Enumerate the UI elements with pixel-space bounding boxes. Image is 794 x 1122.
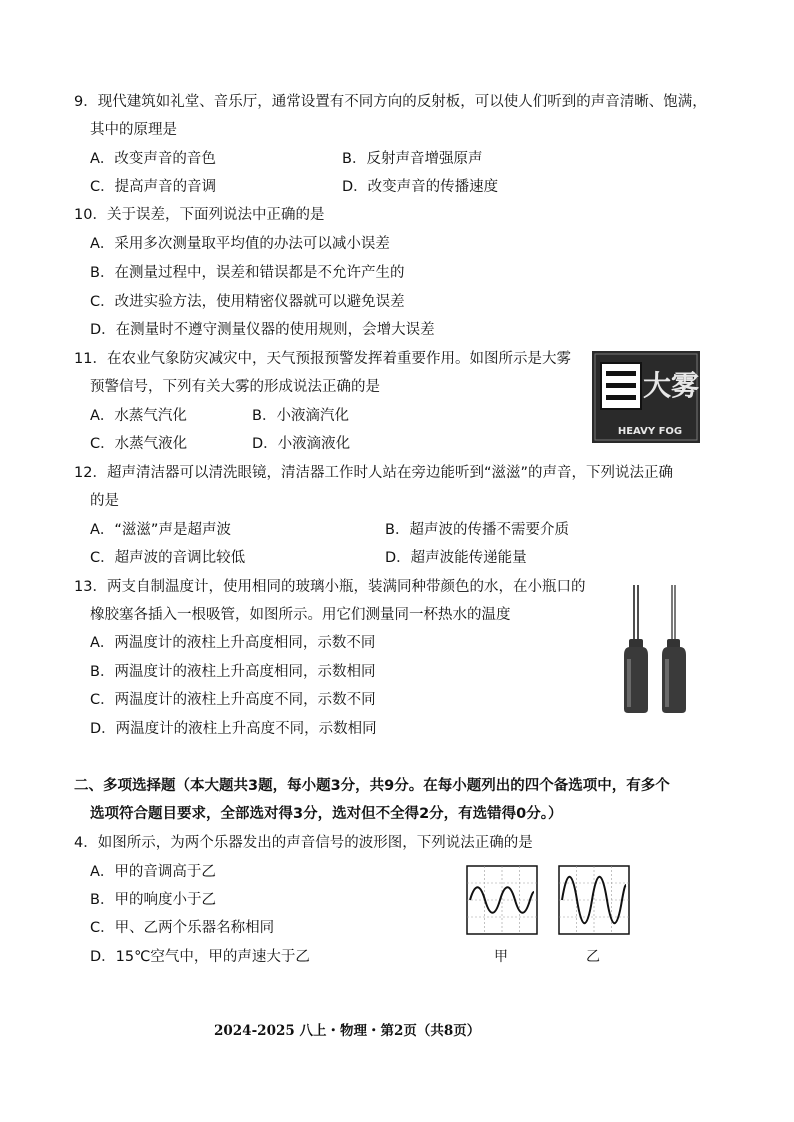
waveform-yi	[558, 865, 630, 935]
two-thermometers-figure	[618, 583, 694, 715]
q12-option-b: B．超声波的传播不需要介质	[385, 522, 569, 538]
q9-option-a: A．改变声音的音色	[90, 151, 216, 167]
q14-option-a: A．甲的音调高于乙	[90, 864, 216, 880]
q11-stem-line2: 预警信号，下列有关大雾的形成说法正确的是	[90, 379, 380, 395]
q13-stem-line2: 橡胶塞各插入一根吸管，如图所示。用它们测量同一杯热水的温度	[90, 607, 511, 623]
q13-stem-line1: 13．两支自制温度计，使用相同的玻璃小瓶，装满同种带颜色的水，在小瓶口的	[74, 579, 586, 595]
q13-option-d: D．两温度计的液柱上升高度不同，示数相同	[90, 721, 377, 737]
q12-option-a: A．“滋滋”声是超声波	[90, 522, 231, 538]
q11-option-c: C．水蒸气液化	[90, 436, 188, 452]
q11-option-d: D．小液滴液化	[252, 436, 351, 452]
q11-stem-line1: 11．在农业气象防灾减灾中，天气预报预警发挥着重要作用。如图所示是大雾	[74, 351, 571, 367]
sign-text-en: HEAVY FOG	[617, 426, 683, 437]
page-footer: 2024-2025 八上・物理・第2页（共8页）	[214, 1023, 481, 1039]
q13-option-b: B．两温度计的液柱上升高度相同，示数相同	[90, 664, 376, 680]
q9-option-d: D．改变声音的传播速度	[342, 179, 499, 195]
q9-option-b: B．反射声音增强原声	[342, 151, 483, 167]
q10-option-a: A．采用多次测量取平均值的办法可以减小误差	[90, 236, 390, 252]
waveform-label-yi: 乙	[586, 949, 600, 965]
q9-stem-line1: 9．现代建筑如礼堂、音乐厅，通常设置有不同方向的反射板，可以使人们听到的声音清晰、饱满，	[74, 94, 707, 110]
q14-option-c: C．甲、乙两个乐器名称相同	[90, 920, 275, 936]
q14-stem: 4．如图所示，为两个乐器发出的声音信号的波形图，下列说法正确的是	[74, 835, 533, 851]
q9-option-c: C．提高声音的音调	[90, 179, 217, 195]
section2-header-line1: 二、多项选择题（本大题共3题，每小题3分，共9分。在每小题列出的四个备选项中，有多个	[74, 778, 670, 794]
q13-option-c: C．两温度计的液柱上升高度不同，示数不同	[90, 692, 376, 708]
thermometer-right	[662, 585, 686, 713]
q12-stem-line1: 12．超声清洁器可以清洗眼镜，清洁器工作时人站在旁边能听到“滋滋”的声音，下列说法正确	[74, 465, 673, 481]
thermometer-left	[624, 585, 648, 713]
waveform-label-jia: 甲	[494, 949, 508, 965]
sign-text-cn: 大雾	[642, 369, 700, 402]
q9-stem-line2: 其中的原理是	[90, 122, 177, 138]
q12-stem-line2: 的是	[90, 493, 119, 509]
q12-option-d: D．超声波能传递能量	[385, 550, 527, 566]
q13-option-a: A．两温度计的液柱上升高度相同，示数不同	[90, 635, 376, 651]
q12-option-c: C．超声波的音调比较低	[90, 550, 246, 566]
q11-option-b: B．小液滴汽化	[252, 408, 349, 424]
q10-stem: 10．关于误差，下面列说法中正确的是	[74, 207, 325, 223]
q14-option-d: D．15℃空气中，甲的声速大于乙	[90, 949, 310, 965]
heavy-fog-warning-sign	[592, 351, 700, 443]
q10-option-d: D．在测量时不遵守测量仪器的使用规则，会增大误差	[90, 322, 435, 338]
q14-option-b: B．甲的响度小于乙	[90, 892, 216, 908]
section2-header-line2: 选项符合题目要求，全部选对得3分，选对但不全得2分，有选错得0分。）	[90, 806, 563, 822]
q10-option-c: C．改进实验方法，使用精密仪器就可以避免误差	[90, 294, 405, 310]
waveform-jia	[466, 865, 538, 935]
q10-option-b: B．在测量过程中，误差和错误都是不允许产生的	[90, 265, 405, 281]
q11-option-a: A．水蒸气汽化	[90, 408, 187, 424]
